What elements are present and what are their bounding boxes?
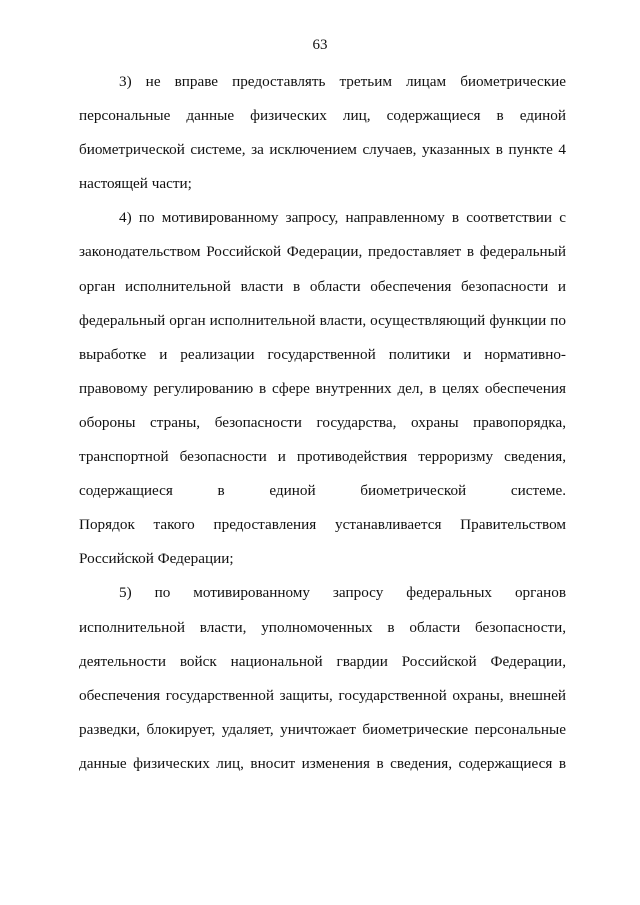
text-line: разведки, блокирует, удаляет, уничтожает биометрические персональные	[79, 720, 566, 738]
text-line: Российской Федерации;	[79, 550, 234, 568]
page-number: 63	[312, 37, 328, 53]
text-line: обороны страны, безопасности государства, охраны правопорядка,	[79, 413, 566, 431]
text-line: содержащиеся в единой биометрической системе.	[79, 482, 566, 500]
text-line: правовому регулированию в сфере внутренних дел, в целях обеспечения	[79, 379, 566, 397]
text-line: 3) не вправе предоставлять третьим лицам биометрические	[119, 73, 566, 90]
text-line: 4) по мотивированному запросу, направленному в соответствии с	[119, 209, 566, 227]
text-line: данные физических лиц, вносит изменения в сведения, содержащиеся в	[79, 754, 566, 772]
text-line: персональные данные физических лиц, содержащиеся в единой	[79, 107, 566, 125]
text-line: обеспечения государственной защиты, государственной охраны, внешней	[79, 686, 566, 704]
text-line: орган исполнительной власти в области обеспечения безопасности и	[79, 277, 566, 295]
text-line: Порядок такого предоставления устанавливается Правительством	[79, 516, 566, 534]
text-line: биометрической системе, за исключением случаев, указанных в пункте 4	[79, 141, 566, 159]
text-line: федеральный орган исполнительной власти, осуществляющий функции по	[79, 311, 566, 329]
text-line: выработке и реализации государственной политики и нормативно-	[79, 345, 566, 363]
text-line: законодательством Российской Федерации, предоставляет в федеральный	[79, 243, 566, 261]
text-line: исполнительной власти, уполномоченных в области безопасности,	[79, 618, 566, 636]
text-line: транспортной безопасности и противодействия терроризму сведения,	[79, 448, 566, 466]
text-line: деятельности войск национальной гвардии Российской Федерации,	[79, 652, 566, 670]
text-line: 5) по мотивированному запросу федеральных органов	[119, 584, 566, 602]
text-line: настоящей части;	[79, 175, 192, 193]
document-body	[79, 72, 566, 788]
